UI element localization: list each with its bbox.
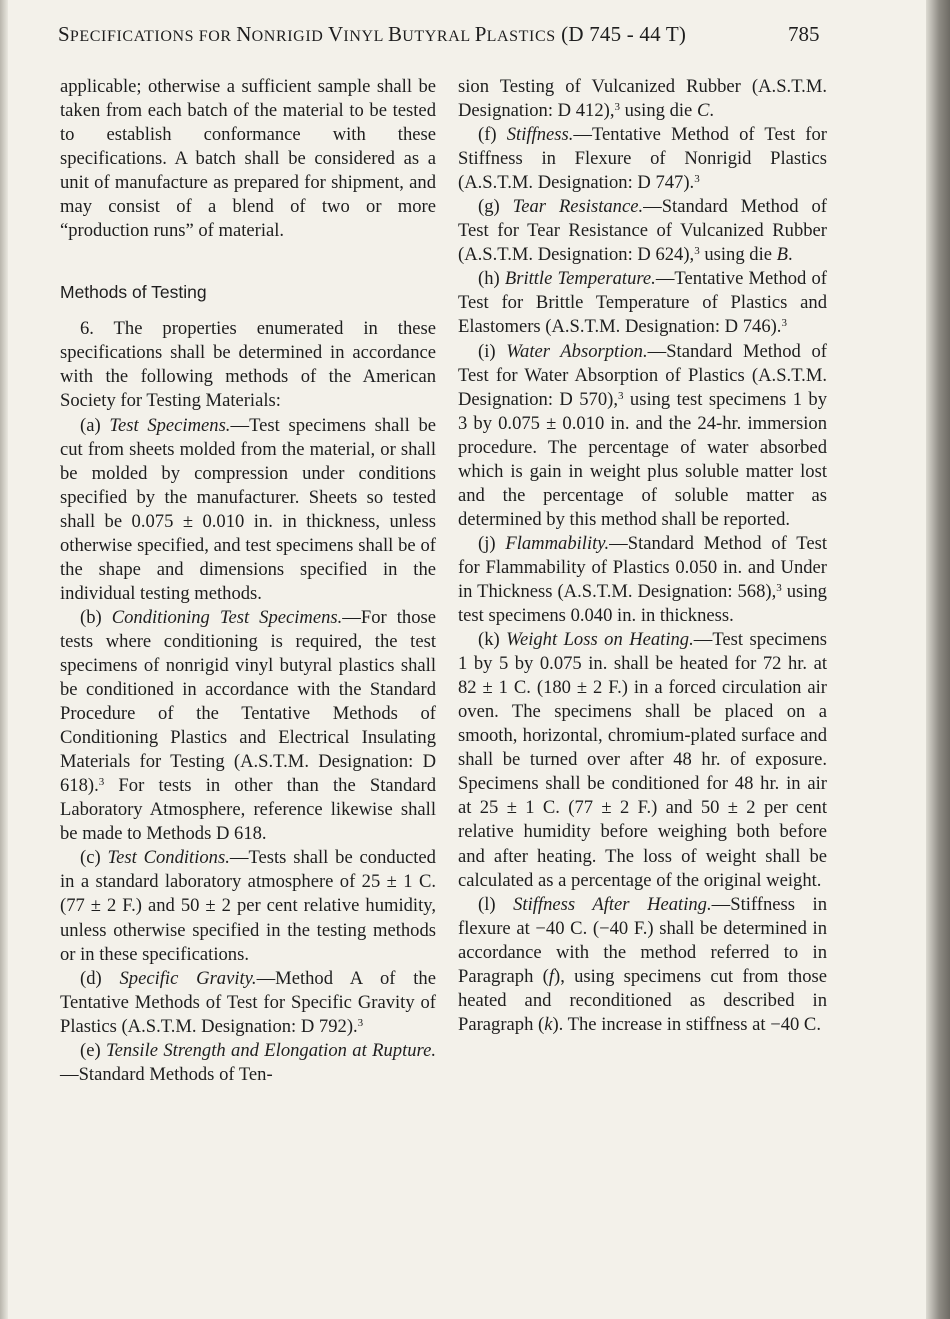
left-column	[60, 75, 436, 1087]
item-i: (i) Water Absorption.—Standard Method of Test for Water Absorption of Plastics (A.S.T.M. Designation: D 570),$^3$ using test specimens 1 by 3 by 0.075 ± 0.010 in. and the 24-hr. immersion procedure. The percentage of water absorbed which is gain in weight plus soluble matter lost and the percentage of soluble matter as determined by this method shall be reported.	[458, 340, 827, 530]
header-smallcaps: INYL	[343, 28, 389, 45]
header-smallcaps: PECIFICATIONS FOR	[69, 28, 237, 45]
intro-paragraph: applicable; otherwise a sufficient sample shall be taken from each batch of the material to be tested to establish conformance with these specifications. A batch shall be considered as a unit of manufacture as prepared for shipment, and may consist of a blend of two or more “production runs” of material.	[60, 76, 436, 242]
header-initial: V	[328, 22, 344, 46]
header-smallcaps: UTYRAL	[402, 28, 475, 45]
item-k: (k) Weight Loss on Heating.—Test specimens 1 by 5 by 0.075 in. shall be heated for 72 hr. at 82 ± 1 C. (180 ± 2 F.) in a forced circulation air oven. The specimens shall be placed on a smooth, horizontal, chromium-plated surface and shall be turned over after 48 hr. of exposure. Specimens shall be conditioned for 48 hr. in air at 25 ± 1 C. (77 ± 2 F.) and 50 ± 2 per cent relative humidity before weighing both before and after heating. The loss of weight shall be calculated as a percentage of the original weight.	[458, 629, 827, 891]
item-l: (l) Stiffness After Heating.—Stiffness in flexure at −40 C. (−40 F.) shall be determined in accordance with the method referred to in Paragraph (f), using specimens cut from those heated and reconditioned as described in Paragraph (k). The increase in stiffness at −40 C.	[458, 893, 828, 1035]
header-designation: (D 745 - 44 T)	[555, 22, 687, 46]
item-f: (f) Stiffness.—Tentative Method of Test for Stiffness in Flexure of Nonrigid Plastics (A.S.T.M. Designation: D 747).$^3$	[458, 124, 827, 194]
page-left-edge	[0, 0, 8, 1319]
book-binding-edge	[926, 0, 950, 1319]
item-e: (e) Tensile Strength and Elongation at Rupture.—Standard Methods of Ten-	[60, 1039, 436, 1085]
header-smallcaps: ONRIGID	[251, 28, 329, 45]
item-e-continued: sion Testing of Vulcanized Rubber (A.S.T.M. Designation: D 412),$^3$ using die C.	[458, 76, 827, 122]
section-heading: Methods of Testing	[60, 282, 207, 303]
header-smallcaps: LASTICS	[486, 28, 556, 45]
item-h: (h) Brittle Temperature.—Tentative Method of Test for Brittle Temperature of Plastics and Elastomers (A.S.T.M. Designation: D 746).$^3$	[458, 268, 827, 338]
running-header	[58, 22, 828, 47]
header-initial: S	[58, 22, 70, 46]
item-a: (a) Test Specimens.—Test specimens shall be cut from sheets molded from the material, or shall be molded by compression under conditions specified by the manufacturer. Sheets so tested shall be 0.075 ± 0.010 in. in thickness, unless otherwise specified, and test specimens shall be of the shape and dimensions specified in the individual testing methods.	[60, 414, 436, 604]
item-j: (j) Flammability.—Standard Method of Test for Flammability of Plastics 0.050 in. and Under in Thickness (A.S.T.M. Designation: 568),$^3$ using test specimens 0.040 in. in thickness.	[458, 532, 827, 627]
item-d: (d) Specific Gravity.—Method A of the Tentative Methods of Test for Specific Gravity of Plastics (A.S.T.M. Designation: D 792).$^3$	[60, 967, 436, 1037]
header-initial: B	[388, 22, 403, 46]
item-b: (b) Conditioning Test Specimens.—For those tests where conditioning is required, the test specimens of nonrigid vinyl butyral plastics shall be conditioned in accordance with the Standard Procedure of the Tentative Methods of Conditioning Plastics and Electrical Insulating Materials for Testing (A.S.T.M. Designation: D 618).$^3$ For tests in other than the Standard Laboratory Atmosphere, reference likewise shall be made to Methods D 618.	[60, 606, 436, 845]
header-initial: N	[236, 22, 252, 46]
page-number: 785	[788, 22, 820, 46]
right-column	[458, 75, 827, 1037]
item-c: (c) Test Conditions.—Tests shall be conducted in a standard laboratory atmosphere of 25 ± 1 C. (77 ± 2 F.) and 50 ± 2 per cent relative humidity, unless otherwise specified in the testing methods or in these specifications.	[60, 847, 436, 965]
header-initial: P	[474, 22, 487, 46]
item-g: (g) Tear Resistance.—Standard Method of Test for Tear Resistance of Vulcanized Rubber (A.S.T.M. Designation: D 624),$^3$ using die B.	[458, 196, 827, 266]
paragraph-6: 6. The properties enumerated in these specifications shall be determined in accordance with the following methods of the American Society for Testing Materials:	[60, 318, 436, 412]
